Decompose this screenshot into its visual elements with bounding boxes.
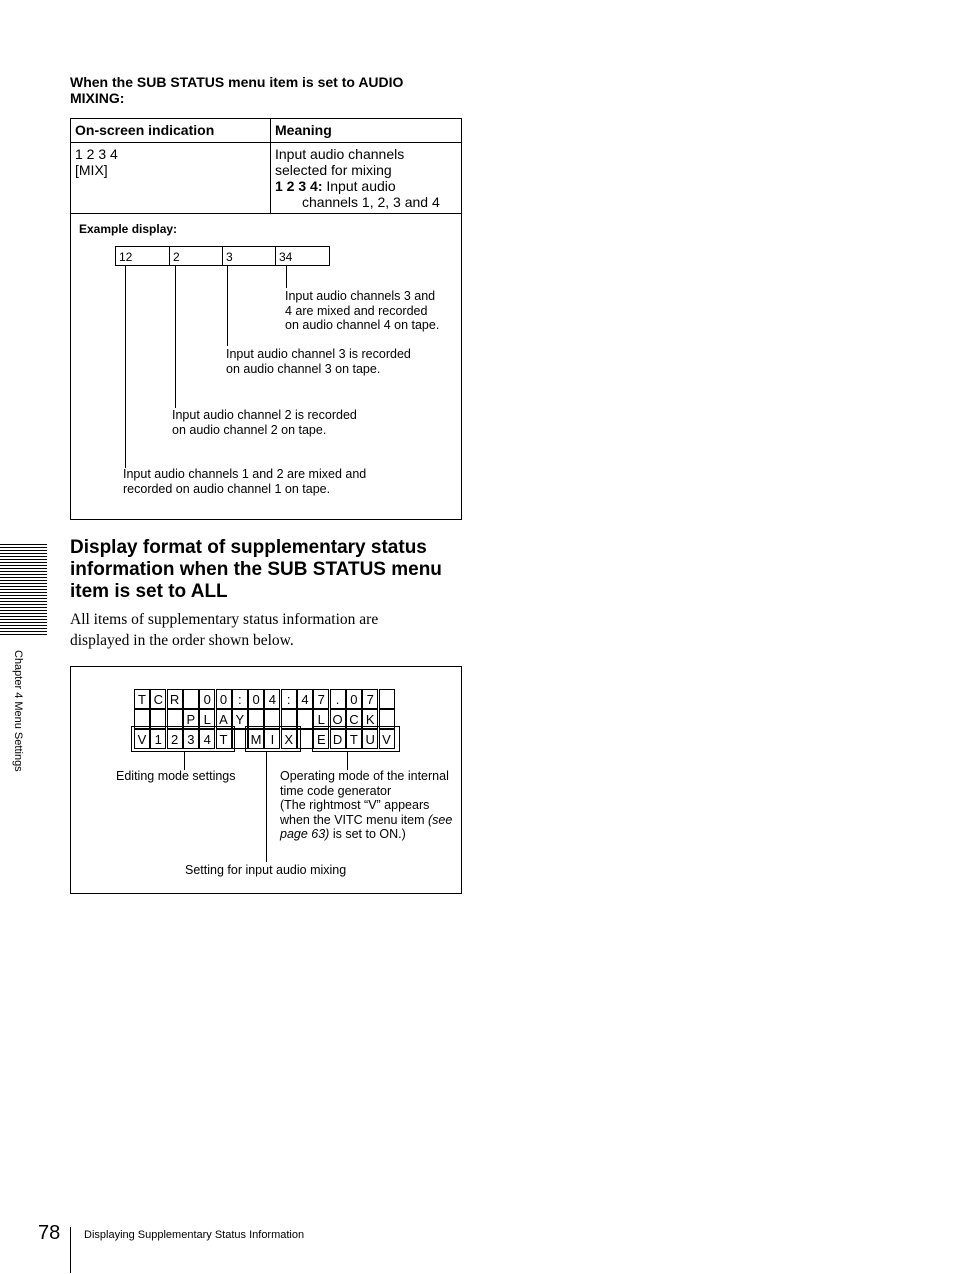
indication-table: [70, 118, 462, 214]
example-display-label: Example display:: [79, 222, 178, 236]
note-line: Input audio channel 3 is recorded: [226, 347, 411, 361]
note-line: Input audio channels 1 and 2 are mixed and: [123, 467, 367, 481]
leader-line: [227, 266, 228, 346]
table-cell-meaning: [271, 143, 462, 214]
grid-cell: 0: [216, 689, 232, 709]
grid-cell: O: [330, 709, 346, 729]
grid-cell: T: [134, 689, 150, 709]
editing-mode-bracket: [131, 726, 235, 752]
table-header-row: [71, 119, 462, 143]
grid-cell: U: [362, 729, 378, 749]
table-row: [71, 143, 462, 214]
leader-line: [347, 752, 348, 770]
grid-cell: E: [313, 729, 329, 749]
chapter-side-label: Chapter 4 Menu Settings: [12, 650, 24, 772]
grid-cell: L: [199, 709, 215, 729]
caption-text: is set to ON.): [329, 827, 406, 841]
caption-reference: (see: [427, 812, 453, 827]
example-segment-3: 3: [222, 246, 276, 266]
meaning-text: Input audio: [322, 178, 396, 194]
caption-line: [280, 813, 452, 828]
grid-cell: A: [216, 709, 232, 729]
example-segment-2: 2: [169, 246, 223, 266]
note-line: recorded on audio channel 1 on tape.: [123, 481, 331, 496]
grid-cell: T: [216, 729, 232, 749]
grid-cell: K: [362, 709, 378, 729]
leader-line: [175, 266, 176, 408]
caption-operating-mode: [280, 769, 452, 842]
leader-line: [184, 752, 185, 770]
example-segment-34: 34: [275, 246, 330, 266]
grid-cell: .: [330, 689, 346, 709]
grid-cell: V: [134, 729, 150, 749]
note-channels-3-4: [285, 289, 439, 333]
caption-editing-mode: Editing mode settings: [116, 769, 236, 783]
grid-cell: 7: [362, 689, 378, 709]
grid-cell: X: [281, 729, 297, 749]
grid-cell: 2: [167, 729, 183, 749]
caption-line: [280, 827, 452, 842]
leader-line: [125, 266, 126, 468]
grid-cell: [379, 689, 395, 709]
leader-line: [286, 266, 287, 288]
meaning-bold-label: 1 2 3 4:: [275, 178, 323, 194]
caption-line: (The rightmost “V” appears: [280, 798, 430, 812]
section-heading: Display format of supplementary status information when the SUB STATUS menu item is set to ALL: [70, 537, 442, 602]
meaning-text: Input audio channels: [275, 146, 405, 162]
grid-cell: 4: [199, 729, 215, 749]
grid-cell: T: [346, 729, 362, 749]
grid-cell: :: [232, 689, 248, 709]
grid-cell: :: [281, 689, 297, 709]
grid-cell: 1: [150, 729, 166, 749]
grid-cell: R: [167, 689, 183, 709]
grid-cell: 4: [297, 689, 313, 709]
grid-cell: M: [248, 729, 264, 749]
grid-cell: 0: [248, 689, 264, 709]
meaning-text: channels 1, 2, 3 and 4: [302, 194, 440, 210]
grid-cell: V: [379, 729, 395, 749]
audio-mixing-bracket: [245, 726, 301, 752]
indication-channels: 1 2 3 4: [75, 146, 118, 162]
note-channel-2: [172, 408, 357, 437]
note-line: 4 are mixed and recorded: [285, 303, 428, 318]
table-header-indication: On-screen indication: [71, 119, 271, 143]
grid-cell: L: [313, 709, 329, 729]
grid-cell: 0: [199, 689, 215, 709]
caption-audio-mixing: Setting for input audio mixing: [185, 863, 347, 877]
leader-line: [266, 752, 267, 862]
caption-text: when the VITC menu item: [280, 812, 428, 827]
example-segment-12: 12: [115, 246, 170, 266]
note-channel-3: [226, 347, 411, 376]
grid-cell: D: [330, 729, 346, 749]
table-cell-indication: [71, 143, 271, 214]
caption-line: Operating mode of the internal: [280, 769, 449, 783]
meaning-channels: [275, 178, 457, 194]
note-line: on audio channel 2 on tape.: [172, 422, 327, 437]
grid-cell: P: [183, 709, 199, 729]
caption-line: time code generator: [280, 783, 392, 798]
section-subheading: When the SUB STATUS menu item is set to AUDIO MIXING:: [70, 74, 404, 106]
grid-cell: C: [346, 709, 362, 729]
chapter-tab-marker: [0, 544, 47, 636]
note-channels-1-2: [123, 467, 366, 496]
grid-cell: 7: [313, 689, 329, 709]
indication-mix: [MIX]: [75, 162, 108, 178]
grid-cell: [183, 689, 199, 709]
grid-cell: 3: [183, 729, 199, 749]
table-header-meaning: Meaning: [271, 119, 462, 143]
caption-reference: page 63): [280, 827, 330, 841]
grid-cell: Y: [232, 709, 248, 729]
note-line: Input audio channel 2 is recorded: [172, 408, 357, 422]
footer-divider: [70, 1227, 71, 1273]
footer-title: Displaying Supplementary Status Information: [84, 1229, 305, 1241]
note-line: on audio channel 4 on tape.: [285, 318, 440, 332]
grid-cell: C: [150, 689, 166, 709]
grid-cell: 4: [264, 689, 280, 709]
meaning-text: selected for mixing: [275, 162, 392, 178]
note-line: on audio channel 3 on tape.: [226, 361, 381, 376]
time-code-bracket: [312, 726, 400, 752]
grid-cell: 0: [346, 689, 362, 709]
page-number: 78: [38, 1222, 61, 1244]
section-body-text: All items of supplementary status information are displayed in the order shown below.: [70, 611, 379, 649]
grid-cell: I: [264, 729, 280, 749]
note-line: Input audio channels 3 and: [285, 289, 436, 303]
